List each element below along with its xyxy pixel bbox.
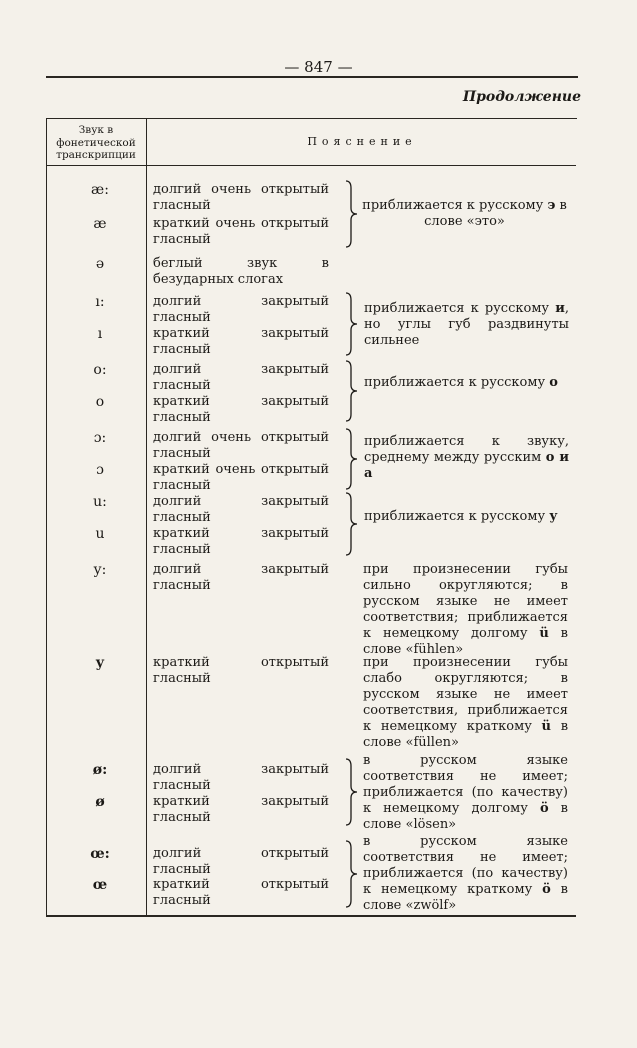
explanation: приближается к звуку, среднему между русским о и а <box>364 434 569 481</box>
symbol: u: <box>93 494 107 510</box>
bottom-rule <box>46 915 576 917</box>
sound-description: долгий очень открытый гласный <box>153 182 329 213</box>
explanation: в русском языке соответствия не имеет; приближается (по качеству) к немецкому краткому ö в слове «zwölf» <box>363 834 569 913</box>
sound-description: долгий открытый гласный <box>153 846 329 877</box>
explanation: в русском языке соответствия не имеет; приближается (по качеству) к немецкому долгому ö в слове «lösen» <box>363 753 568 832</box>
brace-icon <box>343 180 359 248</box>
symbol: ɔ <box>96 462 104 478</box>
sound-description: долгий закрытый гласный <box>153 562 329 593</box>
sound-description: краткий очень открытый гласный <box>153 462 329 493</box>
symbol: ɔ: <box>93 430 107 446</box>
brace-icon <box>343 492 359 556</box>
sound-description: долгий закрытый гласный <box>153 294 329 325</box>
sound-description: краткий закрытый гласный <box>153 394 329 425</box>
top-rule <box>46 76 578 78</box>
explanation: при произнесении губы сильно округляются; в русском языке не имеет соответствия; приближается к немецкому долгому ü в слове «fühlen» <box>363 562 569 657</box>
symbol: œ: <box>90 846 110 862</box>
sound-description: беглый звук в безударных слогах <box>153 256 329 287</box>
sound-description: долгий закрытый гласный <box>153 362 329 393</box>
brace-icon <box>343 840 359 908</box>
sound-description: краткий открытый гласный <box>153 655 329 686</box>
brace-icon <box>343 292 359 356</box>
explanation: при произнесении губы слабо округляются; в русском языке не имеет соответствия, приближается к немецкому краткому ü в слове «füllen» <box>363 655 569 750</box>
symbol: ø: <box>92 762 108 778</box>
sound-description: краткий закрытый гласный <box>153 526 329 557</box>
sound-description: краткий очень открытый гласный <box>153 216 329 247</box>
page-number: — 847 — <box>284 58 353 76</box>
symbol: o <box>95 394 105 410</box>
sound-description: долгий закрытый гласный <box>153 762 329 793</box>
header-rule <box>46 165 576 166</box>
header-explanation-column: Пояснение <box>307 135 417 148</box>
brace-icon <box>343 428 359 490</box>
symbol: ı: <box>95 294 105 310</box>
sound-description: долгий очень открытый гласный <box>153 430 329 461</box>
symbol: y <box>95 655 105 671</box>
explanation: приближается к русскому о <box>364 375 558 390</box>
sound-description: краткий открытый гласный <box>153 877 329 908</box>
sound-description: долгий закрытый гласный <box>153 494 329 525</box>
header-sound-column: Звук в фонетической транскрипции <box>56 124 136 161</box>
symbol: œ <box>92 877 108 893</box>
sound-description: краткий закрытый гласный <box>153 794 329 825</box>
brace-icon <box>343 360 359 422</box>
symbol: ı <box>97 326 103 342</box>
sound-description: краткий закрытый гласный <box>153 326 329 357</box>
symbol: ə <box>95 256 105 272</box>
symbol: ø <box>95 794 105 810</box>
symbol: o: <box>93 362 107 378</box>
explanation: приближается к русскому и, но углы губ раздвинуты сильнее <box>364 301 569 348</box>
brace-icon <box>343 758 359 826</box>
column-divider <box>146 118 147 916</box>
continuation-label: Продолжение <box>462 89 581 105</box>
symbol: y: <box>93 562 107 578</box>
symbol: æ: <box>91 182 109 198</box>
explanation: приближается к русскому у <box>364 509 558 524</box>
explanation: приближается к русскому э в слове «это» <box>362 198 567 229</box>
symbol: u <box>95 526 105 542</box>
symbol: æ <box>93 216 107 232</box>
